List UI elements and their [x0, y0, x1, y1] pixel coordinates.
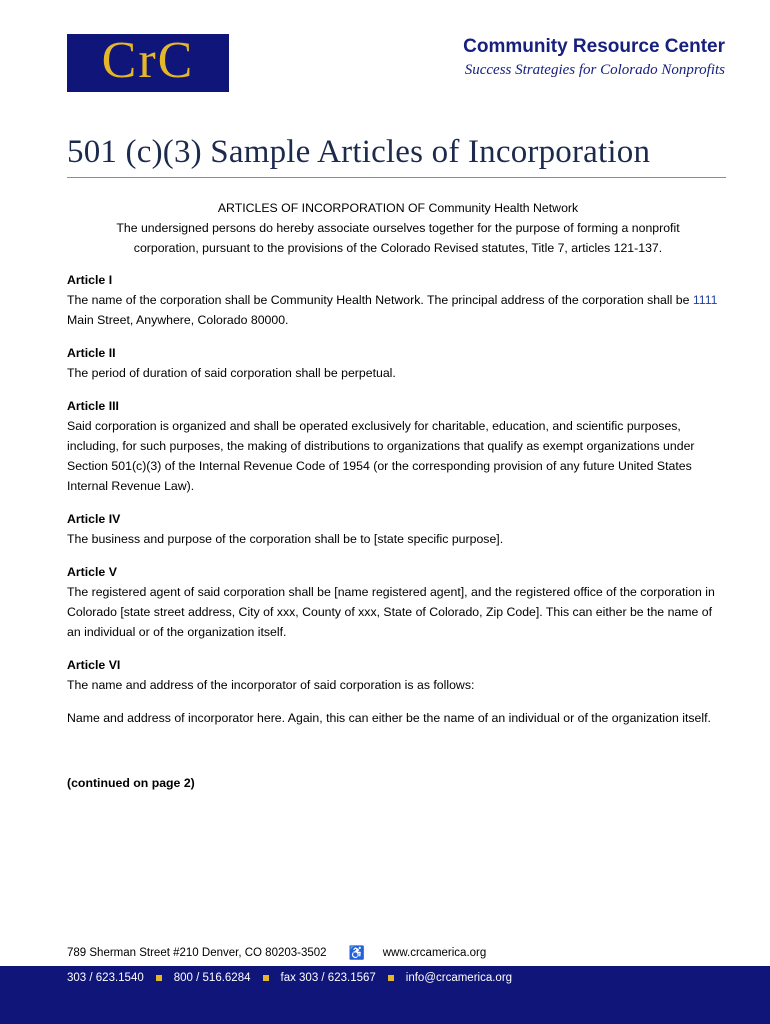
article-body: The name and address of the incorporator of said corporation is as follows: — [67, 678, 475, 692]
incorporator-note: Name and address of incorporator here. Again, this can either be the name of an individual or of the organization itself. — [67, 711, 711, 725]
article-5 — [67, 562, 729, 642]
footer-email[interactable]: info@crcamerica.org — [405, 972, 513, 984]
footer-contact-line — [67, 972, 512, 984]
footer-phone: 303 / 623.1540 — [67, 972, 144, 984]
org-tagline: Success Strategies for Colorado Nonprofits — [464, 62, 725, 78]
article-body: The registered agent of said corporation shall be [name registered agent], and the registered office of the corporation in Colorado [state street address, City of xxx, County of xxx, State of Colorado, Zip Code]. This can either be the name of an individual or of the organization itself. — [67, 585, 715, 639]
intro-block — [67, 198, 729, 258]
article-1 — [67, 270, 729, 330]
crc-logo — [67, 34, 229, 92]
intro-line-1: ARTICLES OF INCORPORATION OF Community Health Network — [217, 201, 579, 215]
bullet-icon — [263, 975, 269, 981]
article-body-text: Main Street, Anywhere, Colorado 80000. — [67, 313, 289, 327]
article-heading: Article II — [67, 346, 116, 360]
article-heading: Article IV — [67, 512, 121, 526]
footer-address: 789 Sherman Street #210 Denver, CO 80203-3502 — [67, 947, 327, 959]
article-heading: Article I — [67, 273, 113, 287]
article-4 — [67, 509, 729, 549]
accessibility-icon: ♿ — [348, 945, 365, 960]
article-body — [67, 290, 729, 330]
footer-tollfree: 800 / 516.6284 — [173, 972, 251, 984]
article-3 — [67, 396, 729, 496]
article-heading: Article III — [67, 399, 119, 413]
address-number: 1111 — [692, 293, 718, 307]
article-heading: Article V — [67, 565, 117, 579]
article-body: The period of duration of said corporation shall be perpetual. — [67, 366, 396, 380]
article-body-text: The name of the corporation shall be Community Health Network. The principal address of the corporation shall be — [67, 293, 693, 307]
logo-text: CrC — [101, 32, 195, 89]
intro-line-3: corporation, pursuant to the provisions of the Colorado Revised statutes, Title 7, articles 121-137. — [133, 241, 663, 255]
footer-address-line — [67, 945, 486, 961]
article-6 — [67, 655, 729, 695]
bullet-icon — [388, 975, 394, 981]
title-divider — [67, 177, 726, 178]
page-title: 501 (c)(3) Sample Articles of Incorporation — [67, 134, 651, 170]
org-header — [463, 36, 725, 79]
footer-website[interactable]: www.crcamerica.org — [382, 947, 487, 959]
article-heading: Article VI — [67, 658, 121, 672]
document-body — [67, 198, 729, 793]
article-2 — [67, 343, 729, 383]
article-body: Said corporation is organized and shall be operated exclusively for charitable, education, and scientific purposes, including, for such purposes, the making of distributions to organizations that qualify as exempt organizations under Section 501(c)(3) of the Internal Revenue Code of 1954 (or the corresponding provision of any future United States Internal Revenue Law). — [67, 419, 695, 493]
article-body: The business and purpose of the corporation shall be to [state specific purpose]. — [67, 532, 504, 546]
footer-fax: fax 303 / 623.1567 — [280, 972, 376, 984]
continued-note: (continued on page 2) — [67, 776, 195, 790]
intro-line-2: The undersigned persons do hereby associate ourselves together for the purpose of forming a nonprofit — [116, 221, 680, 235]
bullet-icon — [156, 975, 162, 981]
org-name: Community Resource Center — [463, 36, 725, 57]
